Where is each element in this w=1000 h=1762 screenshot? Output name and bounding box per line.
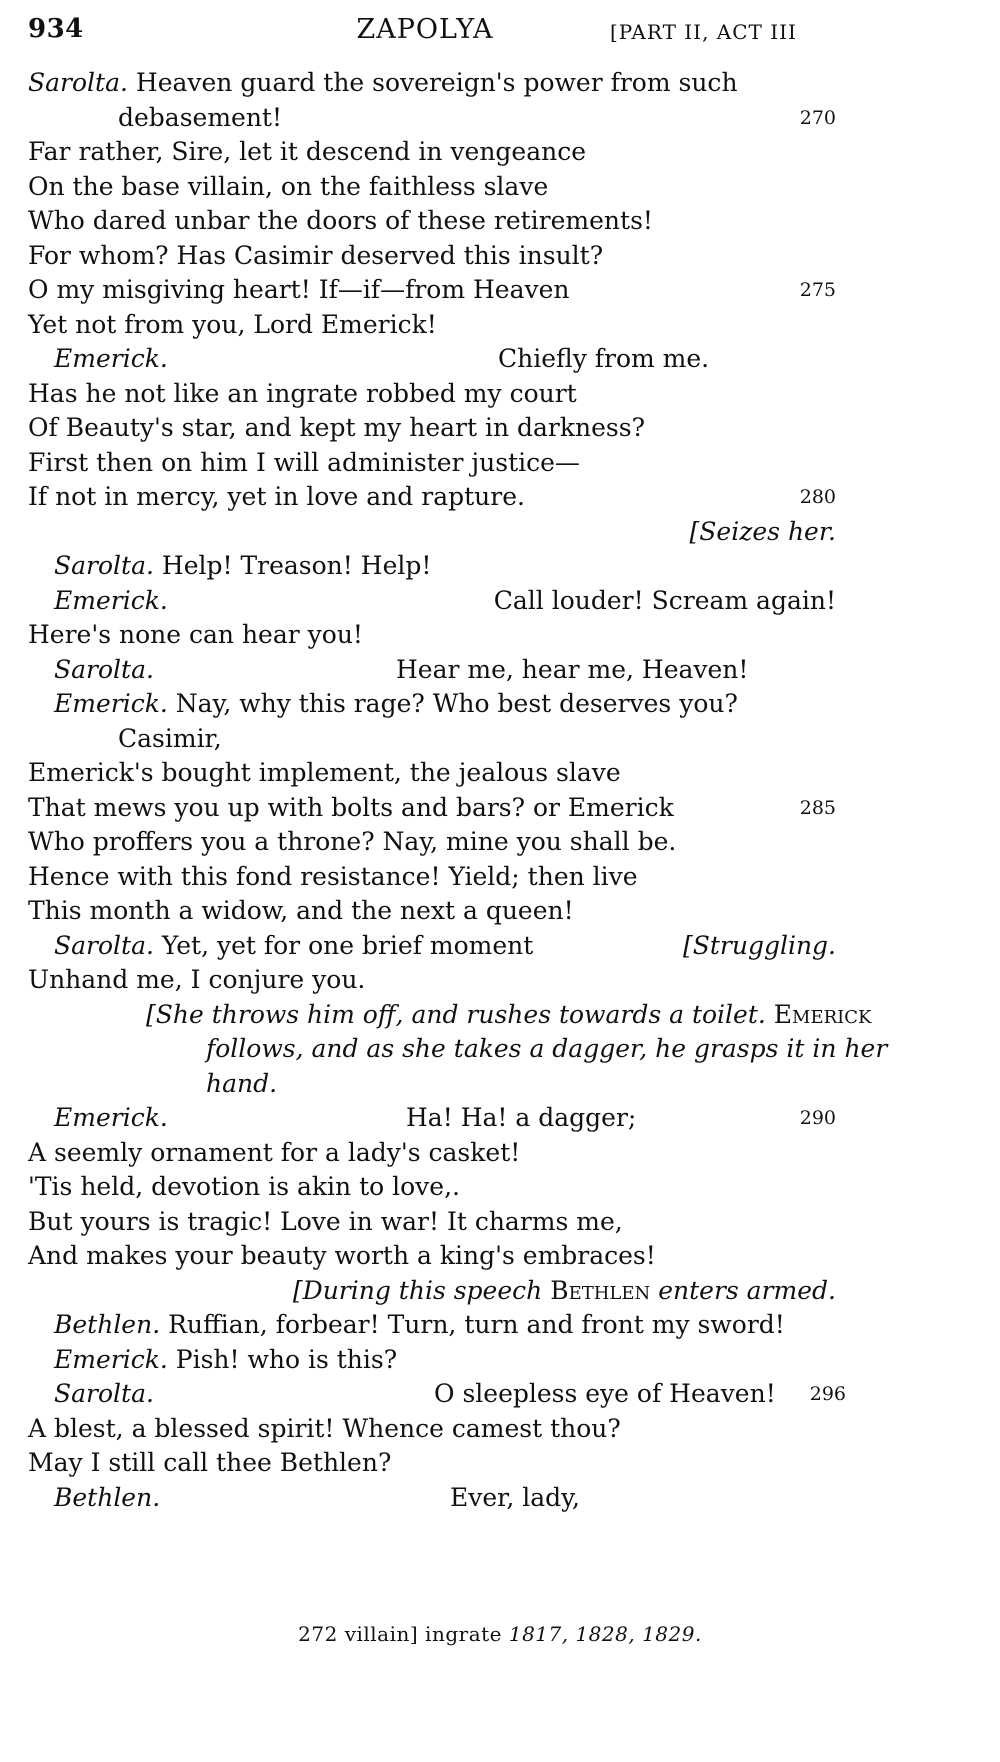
speaker-name: Bethlen. [54, 1310, 161, 1339]
verse-line [28, 1481, 848, 1516]
line-text: Ever, lady, [450, 1482, 580, 1512]
speaker-name: Emerick. [54, 1344, 168, 1374]
line-text: This month a widow, and the next a queen! [28, 896, 574, 925]
stage-direction-text: [She throws him off, and rushes towards a toilet. [146, 999, 766, 1029]
section-label: [PART II, ACT III [610, 20, 797, 44]
line-number: 275 [799, 279, 836, 301]
verse-line [28, 1343, 848, 1378]
running-title: ZAPOLYA [356, 14, 494, 45]
speaker-name: Sarolta. [54, 1379, 154, 1408]
stage-direction-text: [Struggling. [682, 930, 836, 960]
verse-line [28, 66, 848, 101]
verse-line [28, 1136, 848, 1171]
verse-line [28, 446, 848, 481]
line-text: Heaven guard the sovereign's power from such [135, 68, 738, 97]
verse-line [28, 653, 848, 688]
verse-text [28, 66, 888, 1515]
footnote-text: ingrate [425, 1622, 502, 1646]
line-text: Who proffers you a throne? Nay, mine you shall be. [28, 827, 677, 856]
speaker-name: Sarolta. [28, 68, 128, 97]
verse-line [28, 1446, 848, 1481]
verse-line [28, 170, 848, 205]
verse-line [28, 101, 848, 136]
stage-direction-text: follows, and as she takes a dagger, he grasps it in her [206, 1034, 888, 1063]
verse-line [28, 1377, 848, 1412]
line-text: Ha! Ha! a dagger; [406, 1103, 637, 1132]
line-number: 296 [809, 1383, 846, 1405]
verse-line [28, 584, 848, 619]
speaker-name: Emerick. [54, 344, 168, 373]
line-text: 'Tis held, devotion is akin to love,. [28, 1172, 460, 1201]
verse-line [28, 342, 848, 377]
line-number: 285 [799, 796, 836, 819]
speaker-name: Emerick. [54, 1103, 168, 1132]
verse-line [28, 756, 848, 791]
line-text: Casimir, [118, 723, 222, 753]
verse-line [28, 480, 848, 515]
line-text: Emerick's bought implement, the jealous slave [28, 758, 621, 787]
verse-line [28, 135, 848, 170]
verse-line [28, 239, 848, 274]
verse-line [28, 1239, 848, 1274]
verse-line [28, 722, 848, 757]
verse-line [28, 1205, 848, 1240]
line-text: Here's none can hear you! [28, 620, 363, 649]
line-text: For whom? Has Casimir deserved this insult? [28, 240, 604, 270]
page-number: 934 [28, 14, 84, 44]
line-text: O my misgiving heart! If—if—from Heaven [28, 275, 570, 304]
line-text: Pish! who is this? [175, 1344, 398, 1374]
line-text: A blest, a blessed spirit! Whence camest thou? [28, 1413, 621, 1443]
verse-line [28, 308, 848, 343]
line-text: On the base villain, on the faithless slave [28, 171, 549, 201]
verse-line [28, 204, 848, 239]
line-text: Help! Treason! Help! [161, 551, 432, 580]
stage-direction-group [293, 1274, 836, 1309]
verse-line [28, 963, 848, 998]
stage-direction [28, 1274, 848, 1309]
stage-direction [28, 1067, 848, 1102]
line-text: O sleepless eye of Heaven! [434, 1379, 776, 1408]
line-text: Unhand me, I conjure you. [28, 965, 366, 994]
line-text: debasement! [118, 102, 283, 132]
stage-direction-text: hand. [206, 1068, 278, 1098]
line-text: Chiefly from me. [498, 344, 710, 373]
verse-line [28, 549, 848, 584]
line-text: If not in mercy, yet in love and rapture. [28, 482, 525, 511]
stage-direction-text: [Seizes her. [689, 516, 836, 546]
character-name: Bethlen [550, 1275, 651, 1305]
line-text: Hear me, hear me, Heaven! [396, 654, 749, 684]
verse-line [28, 929, 848, 964]
verse-line [28, 618, 848, 653]
footnote-reference: 272 villain] [298, 1622, 419, 1646]
line-text: A seemly ornament for a lady's casket! [28, 1137, 521, 1167]
speaker-name: Sarolta. [54, 654, 154, 684]
line-text: Yet not from you, Lord Emerick! [28, 309, 437, 339]
speaker-name: Sarolta. [54, 551, 154, 580]
verse-line [28, 273, 848, 308]
line-text: Who dared unbar the doors of these retirements! [28, 206, 653, 235]
verse-line [28, 791, 848, 826]
footnote [0, 1622, 1000, 1646]
speaker-name: Emerick. [54, 585, 168, 615]
stage-direction [28, 998, 872, 1033]
stage-direction-text: [During this speech [292, 1275, 543, 1305]
verse-line [28, 377, 848, 412]
line-number: 270 [799, 106, 836, 129]
verse-line [28, 860, 848, 895]
verse-line [28, 1412, 848, 1447]
verse-line [28, 1308, 848, 1343]
line-text: That mews you up with bolts and bars? or Emerick [28, 792, 674, 822]
line-text: Hence with this fond resistance! Yield; then live [28, 861, 638, 891]
verse-line [28, 825, 848, 860]
footnote-editions: 1817, 1828, 1829. [508, 1622, 702, 1646]
line-text: First then on him I will administer justice— [28, 447, 580, 477]
verse-line [28, 894, 848, 929]
stage-direction-text: enters armed. [658, 1275, 836, 1305]
verse-line [28, 1101, 848, 1136]
line-text: Yet, yet for one brief moment [161, 930, 534, 960]
line-text: Far rather, Sire, let it descend in vengeance [28, 137, 587, 166]
line-text: Of Beauty's star, and kept my heart in darkness? [28, 413, 645, 442]
line-text: Call louder! Scream again! [493, 585, 836, 615]
character-name: Emerick [773, 999, 872, 1029]
line-text: Ruffian, forbear! Turn, turn and front my sword! [168, 1310, 785, 1339]
stage-direction [28, 515, 848, 550]
verse-line [28, 411, 848, 446]
speaker-name: Emerick. [54, 689, 168, 718]
speaker-name: Sarolta. [54, 930, 154, 960]
line-text: And makes your beauty worth a king's embraces! [28, 1241, 656, 1270]
line-text: Has he not like an ingrate robbed my court [28, 378, 577, 408]
line-text: Nay, why this rage? Who best deserves you? [175, 689, 738, 718]
verse-line [28, 687, 848, 722]
line-number: 280 [799, 486, 836, 508]
speaker-name: Bethlen. [54, 1482, 161, 1512]
line-text: May I still call thee Bethlen? [28, 1448, 392, 1477]
line-number: 290 [799, 1107, 836, 1129]
verse-line [28, 1170, 848, 1205]
stage-direction [28, 1032, 888, 1067]
line-text: But yours is tragic! Love in war! It charms me, [28, 1206, 623, 1236]
